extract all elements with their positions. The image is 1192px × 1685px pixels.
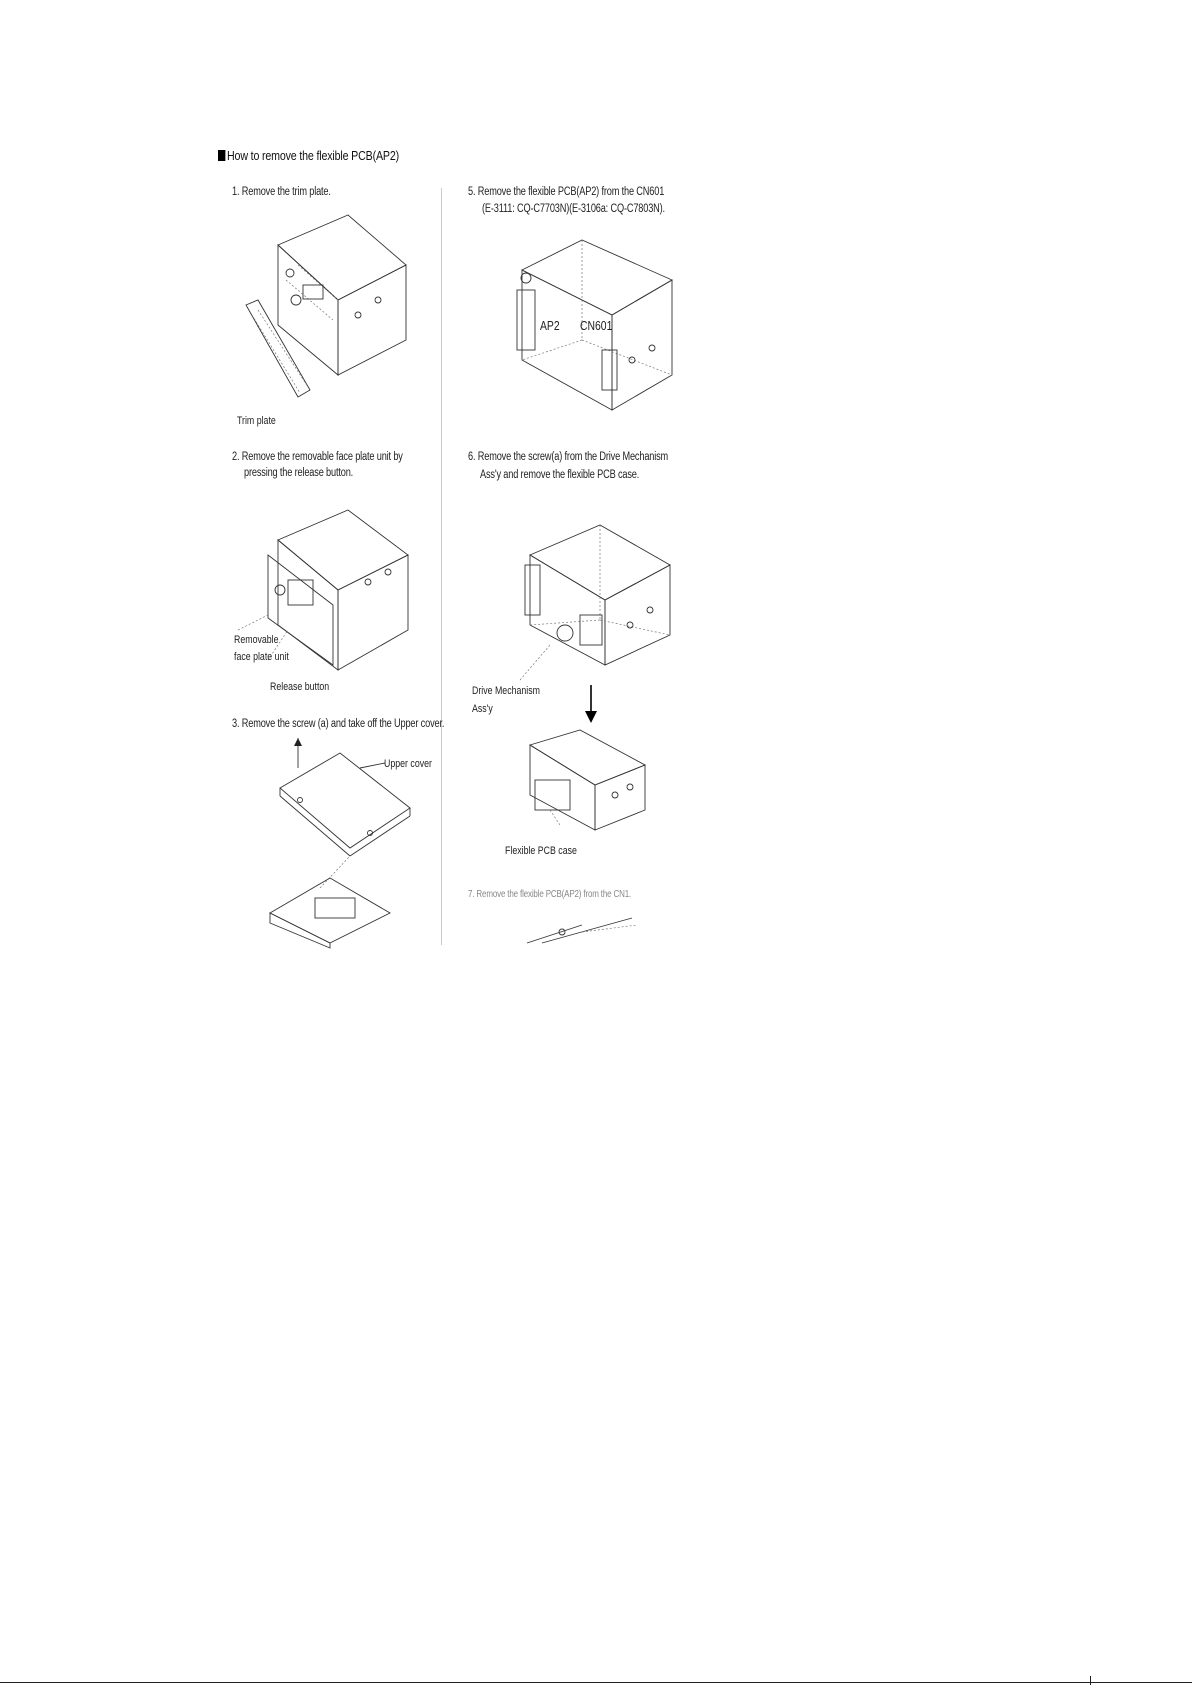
label-upper-cover: Upper cover: [384, 758, 432, 770]
step-2-text-line1: 2. Remove the removable face plate unit by: [232, 451, 403, 463]
step-5-text-line1: 5. Remove the flexible PCB(AP2) from the CN601: [468, 186, 665, 198]
section-title: [218, 148, 399, 163]
label-trim-plate: Trim plate: [237, 415, 276, 427]
step-6-text-line2: Ass'y and remove the flexible PCB case.: [480, 469, 640, 481]
step-3-text: 3. Remove the screw (a) and take off the Upper cover.: [232, 718, 445, 730]
label-flexible-pcb-case: Flexible PCB case: [505, 845, 577, 857]
section-title-text: How to remove the flexible PCB(AP2): [227, 148, 400, 163]
figure-trim-plate: [238, 205, 418, 425]
figure-cn1-partial: [522, 910, 642, 945]
step-1-text: 1. Remove the trim plate.: [232, 186, 331, 198]
step-6-text-line1: 6. Remove the screw(a) from the Drive Mechanism: [468, 451, 669, 463]
step-5-text-line2: (E-3111: CQ-C7703N)(E-3106a: CQ-C7803N).: [482, 203, 665, 215]
step-2-text-line2: pressing the release button.: [244, 467, 354, 479]
square-bullet-icon: [218, 150, 225, 161]
label-cn601: CN601: [580, 318, 613, 333]
step-7-text: 7. Remove the flexible PCB(AP2) from the CN1.: [468, 889, 632, 900]
label-release-button: Release button: [270, 681, 330, 693]
figure-drive-mechanism: [520, 515, 700, 685]
label-ap2: AP2: [540, 318, 560, 333]
figure-flexible-pcb-case: [520, 725, 650, 835]
bottom-rule: [0, 1682, 1192, 1683]
label-drive-mechanism-1: Drive Mechanism: [472, 685, 540, 697]
down-arrow-icon: [585, 685, 597, 723]
label-removable-1: Removable: [234, 634, 279, 646]
bottom-tick: [1090, 1676, 1091, 1685]
label-drive-mechanism-2: Ass'y: [472, 703, 493, 715]
label-removable-2: face plate unit: [234, 651, 289, 663]
